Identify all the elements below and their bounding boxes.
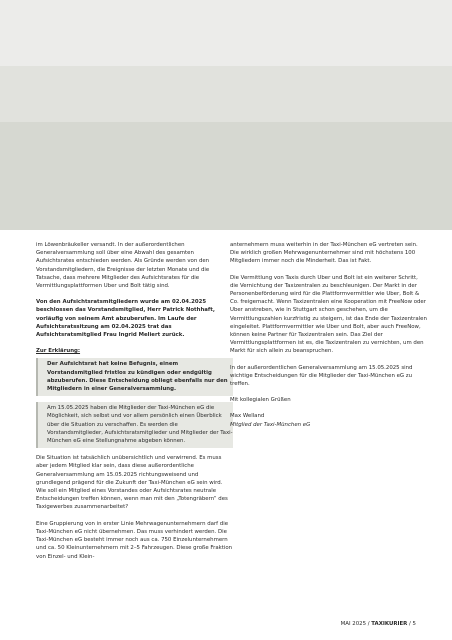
explanation-box-bold: [36, 358, 233, 396]
paragraph: im Löwenbräukeller versandt. In der außerordentlichen Generalversammlung soll über eine Abwahl des gesamten Aufsichtsrates entschieden werden. Als Gründe werden von den Vorstandsmitgliedern, die Ereignisse der letzten Monate und die Tatsache, dass mehrere Mitglieder des Aufsichtsrates für die Vermittlungsplattformen Uber und Bolt tätig sind.: [36, 242, 210, 290]
footer-magazine: TAXIKURIER: [371, 621, 408, 627]
paragraph: Die Vermittlung von Taxis durch Uber und Bolt ist ein weiterer Schritt, die Vernichtung der Taxizentralen zu beschleunigen. Der Markt in der Personenbeförderung wird für die Plattformvermittler wie Uber, Bolt & Co. freigemacht. Wenn Taxizentralen eine Kooperation mit FreeNow oder Uber anstreben, wie in Stuttgart schon geschehen, um die Vermittlungszahlen kurzfristig zu steigern, ist das Ende der Taxizentralen eingeleitet. Plattformvermittler wie Uber und Bolt, aber auch FreeNow, können keine Partner für Taxizentralen sein. Das Ziel der Vermittlungsplattformen ist es, die Taxizentralen zu vernichten, um den Markt für sich allein zu beanspruchen.: [230, 274, 427, 355]
paragraph: anternehmern muss weiterhin in der Taxi-München eG vertreten sein. Die wirklich großen Mehrwagenunternehmer sind mit höchstens 100 Mitgliedern immer noch die Minderheit. Das ist Fakt.: [230, 242, 418, 265]
signature-role: Mitglied der Taxi-München eG: [230, 421, 311, 428]
signature-name: Max Welland: [230, 413, 265, 420]
header-image-band-middle: [0, 66, 452, 122]
section-heading: Zur Erklärung:: [36, 348, 81, 355]
explanation-text: Der Aufsichtsrat hat keine Befugnis, einem Vorstandsmitglied fristlos zu kündigen oder endgültig abzuberufen. Diese Entscheidung obliegt ebenfalls nur den Mitgliedern in einer Generalversammlung.: [47, 361, 228, 393]
right-column: [230, 241, 427, 437]
header-image-band-top: [0, 0, 452, 66]
footer-issue: MAI 2025: [340, 621, 367, 627]
page-footer: [341, 621, 416, 627]
left-column: [36, 241, 233, 569]
footer-page-number: / 5: [407, 621, 416, 627]
footer-separator: /: [366, 621, 372, 627]
paragraph: In der außerordentlichen Generalversammlung am 15.05.2025 sind wichtige Entscheidungen für die Mitglieder der Taxi-München eG zu treffen.: [230, 364, 413, 388]
greeting: Mit kollegialen Grüßen: [230, 397, 291, 404]
explanation-box: [36, 402, 233, 448]
bold-paragraph: Von den Aufsichtsratsmitgliedern wurde am 02.04.2025 beschlossen das Vorstandsmitglied, Herr Patrick Nothhaft, vorläufig von seinem Amt abzuberufen. Im Laufe der Aufsichtsratssitzung am 02.04.2025 trat das Aufsichtsratsmitglied Frau Ingrid Meliert zurück.: [36, 299, 215, 339]
header-image-band-bottom: [0, 122, 452, 230]
explanation-text: Am 15.05.2025 haben die Mitglieder der Taxi-München eG die Möglichkeit, sich selbst und vor allem persönlich einen Überblick über die Situation zu verschaffen. Es werden die Vorstandsmitglieder, Aufsichtsratsmitglieder und Mitglieder der Taxi-München eG eine Stellungnahme abgeben können.: [47, 405, 233, 445]
paragraph: Die Situation ist tatsächlich unübersichtlich und verwirrend. Es muss aber jedem Mitglied klar sein, dass diese außerordentliche Generalversammlung am 15.05.2025 richtungsweisend und grundlegend prägend für die Zukunft der Taxi-München eG sein wird. Wie soll ein Mitglied eines Vorstandes oder Aufsichtsrates neutrale Entscheidungen treffen können, wenn man mit den „Totengräbern“ des Taxigewerbes zusammenarbeitet?: [36, 455, 228, 511]
paragraph: Eine Gruppierung von in erster Linie Mehrwagenunternehmern darf die Taxi-München eG nicht übernehmen. Das muss verhindert werden. Die Taxi-München eG besteht immer noch aus ca. 750 Einzelunternehmern und ca. 50 Kleinunternehmern mit 2–5 Fahrzeugen. Diese große Fraktion von Einzel- und Klein-: [36, 520, 233, 560]
